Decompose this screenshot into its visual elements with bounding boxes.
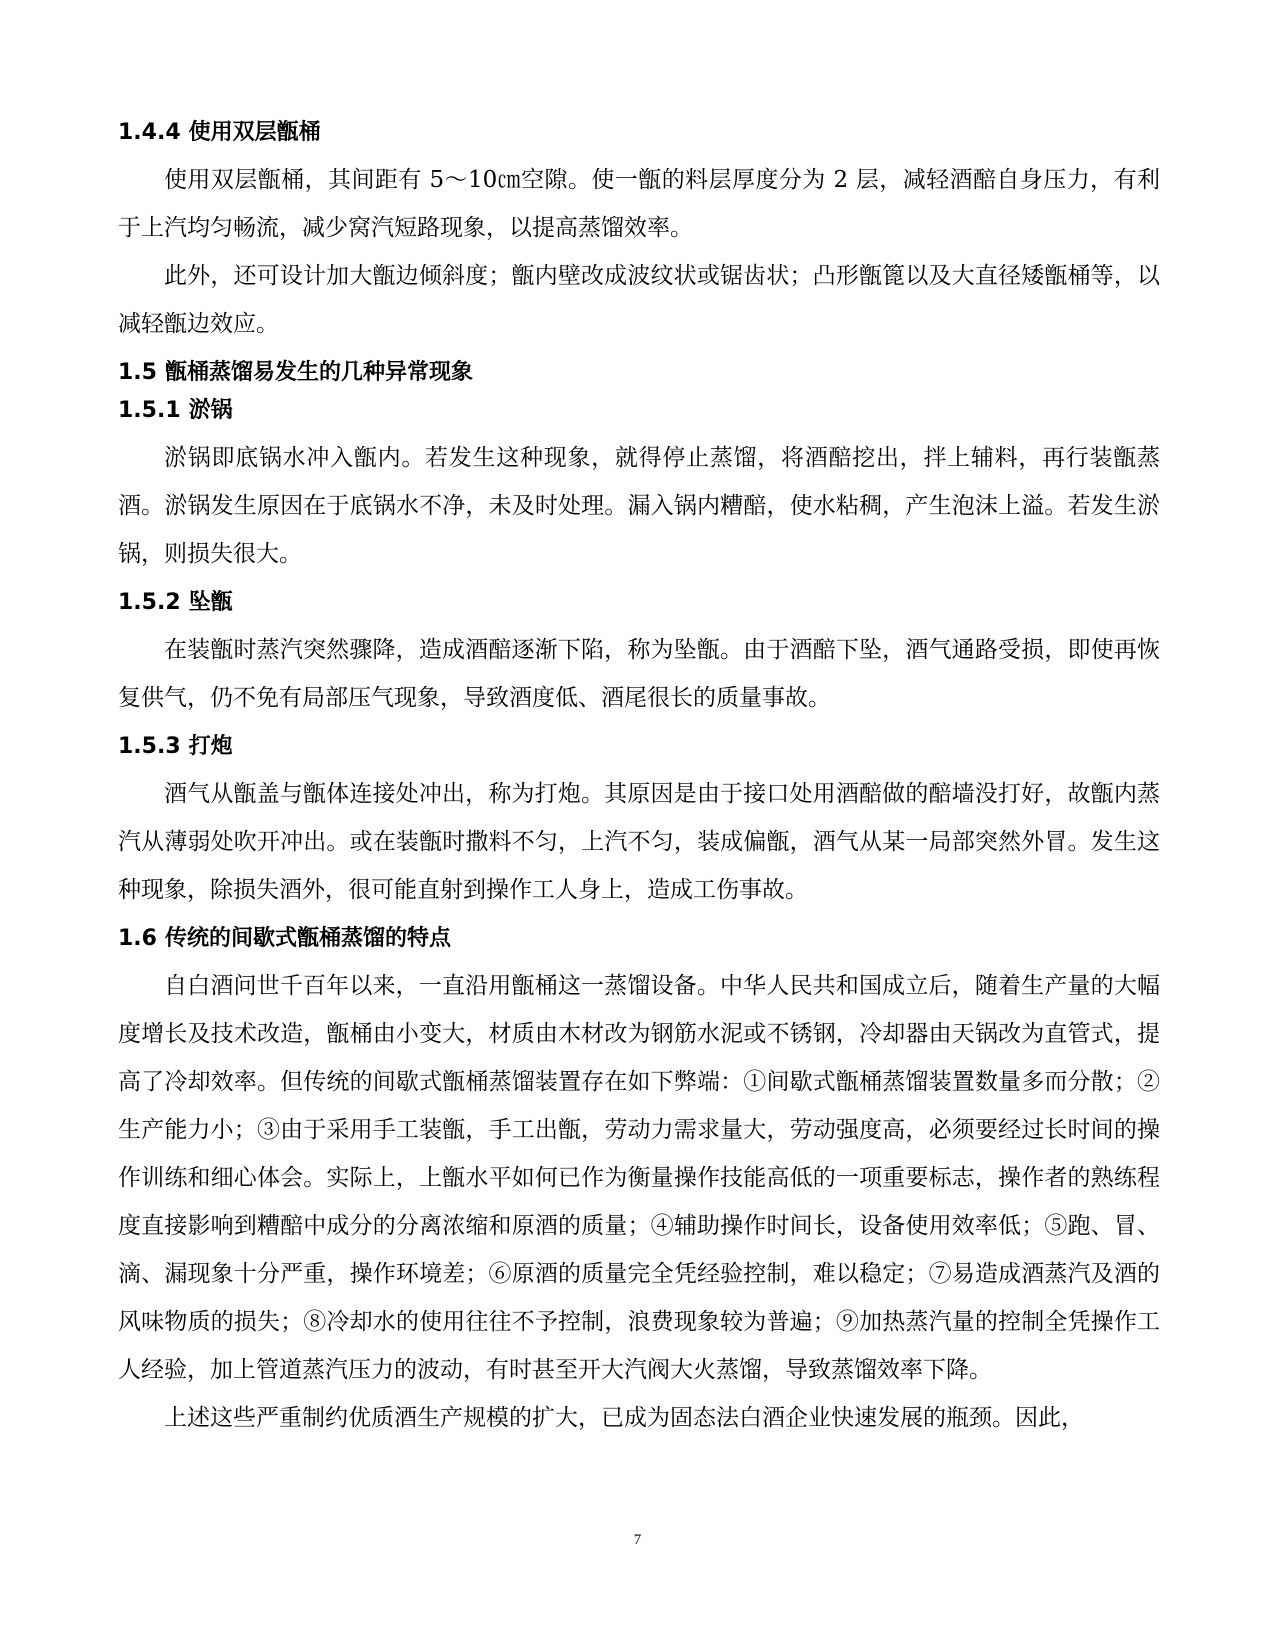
section-title: 使用双层甑桶 xyxy=(188,120,321,145)
section-number: 1.6 xyxy=(118,926,157,951)
document-body xyxy=(118,108,1160,1442)
section-heading-1-5-3 xyxy=(118,734,1160,760)
section-heading-1-4-4 xyxy=(118,120,1160,146)
section-number: 1.5.3 xyxy=(118,734,181,759)
section-heading-1-6 xyxy=(118,926,1160,952)
section-title: 甑桶蒸馏易发生的几种异常现象 xyxy=(164,360,473,385)
paragraph: 此外，还可设计加大甑边倾斜度；甑内壁改成波纹状或锯齿状；凸形甑篦以及大直径矮甑桶等，以减轻甑边效应。 xyxy=(118,263,1160,337)
section-title: 淤锅 xyxy=(188,398,233,423)
paragraph: 自白酒问世千百年以来，一直沿用甑桶这一蒸馏设备。中华人民共和国成立后，随着生产量的大幅度增长及技术改造，甑桶由小变大，材质由木材改为钢筋水泥或不锈钢，冷却器由天锅改为直管式，提高了冷却效率。但传统的间歇式甑桶蒸馏装置存在如下弊端：①间歇式甑桶蒸馏装置数量多而分散；②生产能力小；③由于采用手工装甑，手工出甑，劳动力需求量大，劳动强度高，必须要经过长时间的操作训练和细心体会。实际上，上甑水平如何已作为衡量操作技能高低的一项重要标志，操作者的熟练程度直接影响到糟醅中成分的分离浓缩和原酒的质量；④辅助操作时间长，设备使用效率低；⑤跑、冒、滴、漏现象十分严重，操作环境差；⑥原酒的质量完全凭经验控制，难以稳定；⑦易造成酒蒸汽及酒的风味物质的损失；⑧冷却水的使用往往不予控制，浪费现象较为普遍；⑨加热蒸汽量的控制全凭操作工人经验，加上管道蒸汽压力的波动，有时甚至开大汽阀大火蒸馏，导致蒸馏效率下降。 xyxy=(118,973,1160,1383)
paragraph: 使用双层甑桶，其间距有 5～10㎝空隙。使一甑的料层厚度分为 2 层，减轻酒醅自身压力，有利于上汽均匀畅流，减少窝汽短路现象，以提高蒸馏效率。 xyxy=(118,167,1160,241)
section-title: 坠甑 xyxy=(188,590,233,615)
page-number: 7 xyxy=(633,1532,642,1548)
paragraph: 酒气从甑盖与甑体连接处冲出，称为打炮。其原因是由于接口处用酒醅做的醅墙没打好，故甑内蒸汽从薄弱处吹开冲出。或在装甑时撒料不匀，上汽不匀，装成偏甑，酒气从某一局部突然外冒。发生这种现象，除损失酒外，很可能直射到操作工人身上，造成工伤事故。 xyxy=(118,781,1160,903)
paragraph: 上述这些严重制约优质酒生产规模的扩大，已成为固态法白酒企业快速发展的瓶颈。因此， xyxy=(164,1405,1084,1431)
paragraph: 在装甑时蒸汽突然骤降，造成酒醅逐渐下陷，称为坠甑。由于酒醅下坠，酒气通路受损，即使再恢复供气，仍不免有局部压气现象，导致酒度低、酒尾很长的质量事故。 xyxy=(118,637,1160,711)
section-number: 1.5.2 xyxy=(118,590,181,615)
section-heading-1-5-2 xyxy=(118,590,1160,616)
section-heading-1-5 xyxy=(118,360,1160,386)
section-number: 1.4.4 xyxy=(118,120,181,145)
section-number: 1.5 xyxy=(118,360,157,385)
section-title: 打炮 xyxy=(188,734,233,759)
section-title: 传统的间歇式甑桶蒸馏的特点 xyxy=(164,926,451,951)
section-heading-1-5-1 xyxy=(118,398,1160,424)
section-number: 1.5.1 xyxy=(118,398,181,423)
paragraph: 淤锅即底锅水冲入甑内。若发生这种现象，就得停止蒸馏，将酒醅挖出，拌上辅料，再行装甑蒸酒。淤锅发生原因在于底锅水不净，未及时处理。漏入锅内糟醅，使水粘稠，产生泡沫上溢。若发生淤锅，则损失很大。 xyxy=(118,445,1160,567)
